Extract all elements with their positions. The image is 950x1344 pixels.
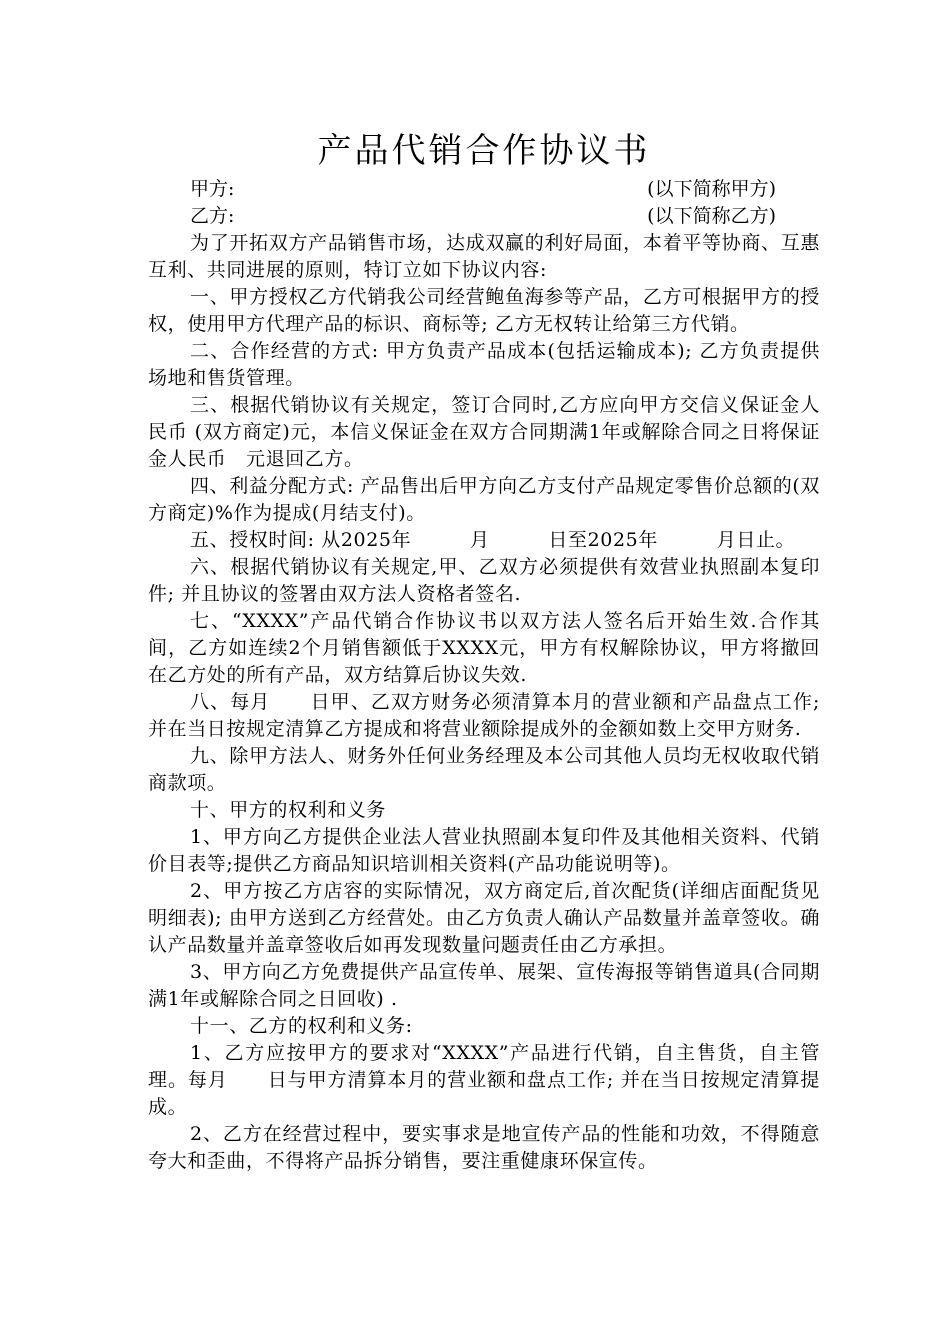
paragraph-clause-10-heading: 十、甲方的权利和义务 <box>190 799 387 821</box>
paragraph-clause-2: 二、合作经营的方式: 甲方负责产品成本(包括运输成本); 乙方负责提供场地和售货管理。 <box>148 340 820 389</box>
paragraph-clause-9: 九、除甲方法人、财务外任何业务经理及本公司其他人员均无权收取代销商款项。 <box>148 745 820 794</box>
paragraph-clause-11-item-1: 1、乙方应按甲方的要求对“XXXX”产品进行代销，自主售货，自主管理。每月 日与甲方清算本月的营业额和盘点工作; 并在当日按规定清算提成。 <box>148 1042 820 1118</box>
paragraph-clause-1: 一、甲方授权乙方代销我公司经营鲍鱼海参等产品，乙方可根据甲方的授权，使用甲方代理产品的标识、商标等; 乙方无权转让给第三方代销。 <box>148 286 820 335</box>
party-b-note: (以下简称乙方) <box>647 205 776 227</box>
paragraph-clause-10-item-1: 1、甲方向乙方提供企业法人营业执照副本复印件及其他相关资料、代销价目表等;提供乙方商品知识培训相关资料(产品功能说明等)。 <box>148 826 820 875</box>
paragraph-clause-8: 八、每月 日甲、乙双方财务必须清算本月的营业额和产品盘点工作; 并在当日按规定清算乙方提成和将营业额除提成外的金额如数上交甲方财务. <box>148 691 820 740</box>
paragraph-clause-4: 四、利益分配方式: 产品售出后甲方向乙方支付产品规定零售价总额的(双方商定)%作为提成(月结支付)。 <box>148 475 820 524</box>
paragraph-clause-6: 六、根据代销协议有关规定,甲、乙双方必须提供有效营业执照副本复印件; 并且协议的签署由双方法人资格者签名. <box>148 556 820 605</box>
party-b-label: 乙方: <box>190 205 235 227</box>
party-a-label: 甲方: <box>190 178 235 200</box>
paragraph-clause-10-item-2: 2、甲方按乙方店容的实际情况，双方商定后,首次配货(详细店面配货见明细表); 由甲方送到乙方经营处。由乙方负责人确认产品数量并盖章签收。确认产品数量并盖章签收后如再发现数量问题责任由乙方承担。 <box>148 880 820 956</box>
paragraph-clause-3: 三、根据代销协议有关规定，签订合同时,乙方应向甲方交信义保证金人民币 (双方商定)元，本信义保证金在双方合同期满1年或解除合同之日将保证金人民币 元退回乙方。 <box>148 394 820 470</box>
paragraph-clause-11-heading: 十一、乙方的权利和义务: <box>190 1015 413 1037</box>
paragraph-clause-10-item-3: 3、甲方向乙方免费提供产品宣传单、展架、宣传海报等销售道具(合同期满1年或解除合同之日回收) . <box>148 961 820 1010</box>
paragraph-clause-11-item-2: 2、乙方在经营过程中，要实事求是地宣传产品的性能和功效，不得随意夸大和歪曲，不得将产品拆分销售，要注重健康环保宣传。 <box>148 1123 820 1172</box>
party-a-line <box>148 176 820 203</box>
party-a-note: (以下简称甲方) <box>647 178 776 200</box>
paragraph-preamble: 为了开拓双方产品销售市场，达成双赢的利好局面，本着平等协商、互惠互利、共同进展的原则，特订立如下协议内容: <box>148 232 820 281</box>
paragraph-clause-5: 五、授权时间: 从2025年 月 日至2025年 月日止。 <box>190 529 796 551</box>
party-b-line <box>148 203 820 230</box>
document-page <box>148 126 820 1175</box>
paragraph-clause-7: 七、“XXXX”产品代销合作协议书以双方法人签名后开始生效.合作其间，乙方如连续2个月销售额低于XXXX元，甲方有权解除协议，甲方将撤回在乙方处的所有产品，双方结算后协议失效. <box>148 610 820 686</box>
document-title: 产品代销合作协议书 <box>317 131 651 171</box>
